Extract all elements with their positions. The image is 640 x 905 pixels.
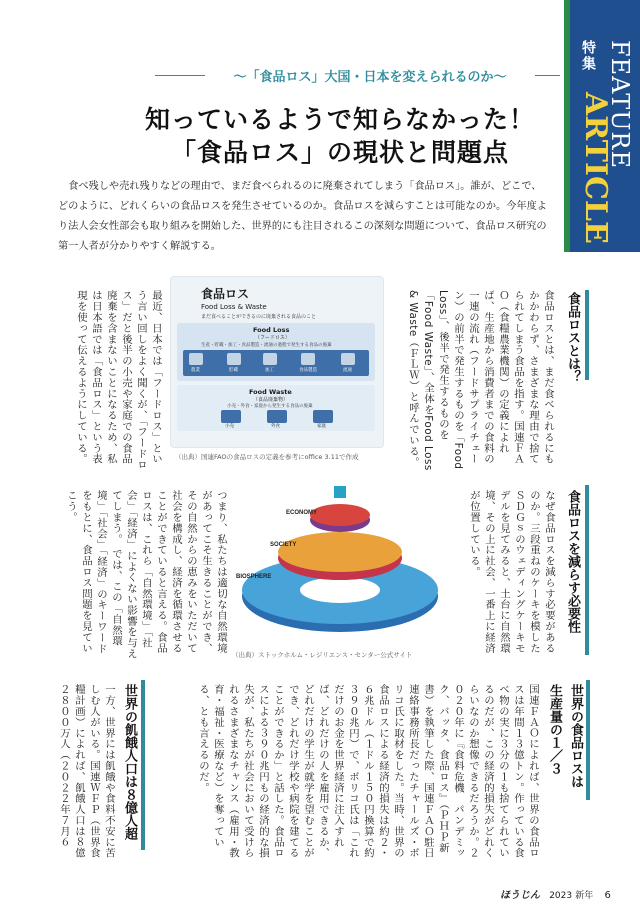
fig1-note: まだ食べることができるのに廃棄される食品のこと [201,314,317,320]
food-loss-sub: （フードロス） [255,335,290,341]
figure1-caption: （出典）国連FAOの食品ロスの定義を参考にoffice 3.11で作成 [175,453,359,461]
food-loss-desc: 生産・貯蔵・加工・食品製造・流通の過程で発生する食品の廃棄 [201,343,332,348]
section1-bar [585,290,589,380]
stage-foodservice: 外食 [271,424,280,429]
food-loss-figure [170,276,384,448]
issue-label: 新年 [575,891,594,901]
society-label: SOCIETY [270,542,297,548]
retail-icon [221,410,241,423]
magazine-name: ほうじん [500,890,540,901]
feature-word: FEATURE [606,40,634,170]
section2-para3: では、この「自然環境」「社会」「経済」のキーワードをもとに、食品ロス問題を見ていこう。 [65,490,122,654]
stage-retail: 小売 [225,424,234,429]
food-waste-box [177,385,375,431]
section3-heading-line1: 世界の食品ロスは [568,684,583,788]
biosphere-hole [300,577,380,603]
section1-text-2: 最近、日本では「フードロス」という言い回しをよく聞くが、「フードロス」だと後半の小売や家庭での食品廃棄を含まないことになるため、私は日本語では「食品ロス」という表現を使って伝えるようにしている。 [75,290,162,471]
section3-heading-line2: 生産量の１／３ [547,684,562,775]
food-waste-label: Food Waste [249,388,292,396]
restaurant-icon [267,410,287,423]
food-waste-sub: （食品廃棄物） [253,397,289,403]
section4-text: 一方、世界には飢餓や食料不安に苦しむ人がいる。国連ＷＦＰ（世界食糧計画）によれば、飢餓人口は８億２８００万人（２０２２年７月６ [58,684,115,859]
kicker: 〜「食品ロス」大国・日本を変えられるのか〜 [233,70,507,85]
stage-processing: 加工 [265,368,274,373]
economy-top [310,504,370,526]
section2-bar [585,485,589,655]
food-loss-label: Food Loss [253,326,290,334]
stage-storage: 貯蔵 [229,368,238,373]
manufacturing-icon [301,353,315,365]
sdgs-wedding-cake-figure [230,478,445,648]
food-loss-stages [183,350,369,376]
issue-year: 2023 [549,891,573,901]
section3-bar [586,680,590,800]
tokushu-label: 特集 [580,40,596,72]
food-loss-box [177,323,375,381]
home-icon [313,410,333,423]
section1-heading: 食品ロスとは？ [565,292,580,383]
section2-para2: つまり、私たちは適切な自然環境があってこそ生きることができ、その自然からの恵みをいただいて社会を構成し、経済を循環させることができていると言える。食品ロスは、これら「自然環境」「社会」「経済」によくない影響を与えてしまう。 [110,490,227,660]
fig1-subtitle: Food Loss & Waste [201,303,267,311]
warehouse-icon [227,353,241,365]
stage-agri: 農業 [191,368,200,373]
truck-icon [341,353,355,365]
section3-text: 国連ＦＡＯによれば、世界の食品ロスは年間１３億トン。作っている食べ物の実に３分の１も捨てられているのだが、この経済的損失がどれくらいなのか想像できるだろうか。２０２０年に『食料危機 パンデミック、バッタ、食品ロス』（ＰＨＰ新書）を執筆した際、国連ＦＡＯ駐日連絡事務所長だったチャールズ・ボリコ氏に取材をした。当時、世界の食品ロスによる経済的損失は約２・６兆ドル（１ドル１５０円換算で約３９０兆円）で、ボリコ氏は「これだけのお金を世界経済に注入すれば、どれだけの人を雇用できるか、どれだけの学生が就学を望むことができ、どれだけ学校や病院を建てることができるか」と話した。食品ロスによる３９０兆円もの経済的な損失が、私たちが社会において受けられるさまざまなチャンス（雇用・教育・福祉・医療など）を奪っている、とも言えるのだ。 [197,684,539,859]
farm-icon [189,353,203,365]
page-title: 知っているようで知らなかった！ [144,105,535,134]
fig1-title: 食品ロス [201,287,250,301]
stage-manufacturing: 食品製造 [299,368,317,373]
section1-text: 食品ロスとは、まだ食べられるにもかかわらず、さまざまな理由で捨てられてしまう食品を指す。国連ＦＡＯ（食糧農業機関）の定義によれば、生産地から消費者までの食料の一連の流れ（フードサプライチェーン）の前半で発生するものを「Food Loss」、後半で発生するものを「Food Waste」、全体をFood Loss & Waste（ＦＬＷ）と呼んでいる。 [407,290,554,471]
lead-paragraph: 食べ残しや売れ残りなどの理由で、まだ食べられるのに廃棄されてしまう「食品ロス」。誰が、どこで、どのように、どれくらいの食品ロスを発生させているのか。食品ロスを減らすことは可能なのか。今年度より法人会女性部会も取り組みを開始した、世界的にも注目されるこの深刻な問題について、食品ロス研究の第一人者が分かりやすく解説する。 [58,181,547,252]
page-footer [500,886,611,901]
kicker-line-left [155,75,205,76]
page-number: 6 [604,890,611,901]
stage-distribution: 流通 [343,368,352,373]
feature-band-accent [564,0,570,252]
figure2-caption: （出典）ストックホルム・レジリエンス・センター公式サイト [232,651,413,659]
food-waste-desc: 小売・外食・家庭から発生する食品の廃棄 [227,404,313,409]
section4-heading: 世界の飢餓人口は８億人超 [122,684,137,840]
economy-label: ECONOMY [286,510,318,516]
section2-text-2 [58,490,228,660]
society-top [278,532,402,572]
biosphere-label: BIOSPHERE [236,574,272,580]
page-subtitle: 「食品ロス」の現状と問題点 [170,138,509,167]
factory-icon [263,353,277,365]
section4-bar [141,680,145,850]
sdg-goal-icon [334,486,346,498]
section2-text: なぜ食品ロスを減らす必要があるのか。三段重ねのケーキを模したＳＤＧｓのウェディングケーキモデルを見てみると、土台に自然環境、その上に社会、一番上に経済が位置している。 [468,490,555,654]
stage-household: 家庭 [317,424,326,429]
section2-heading: 食品ロスを減らす必要性 [565,490,580,633]
article-word: ARTICLE [578,92,613,244]
